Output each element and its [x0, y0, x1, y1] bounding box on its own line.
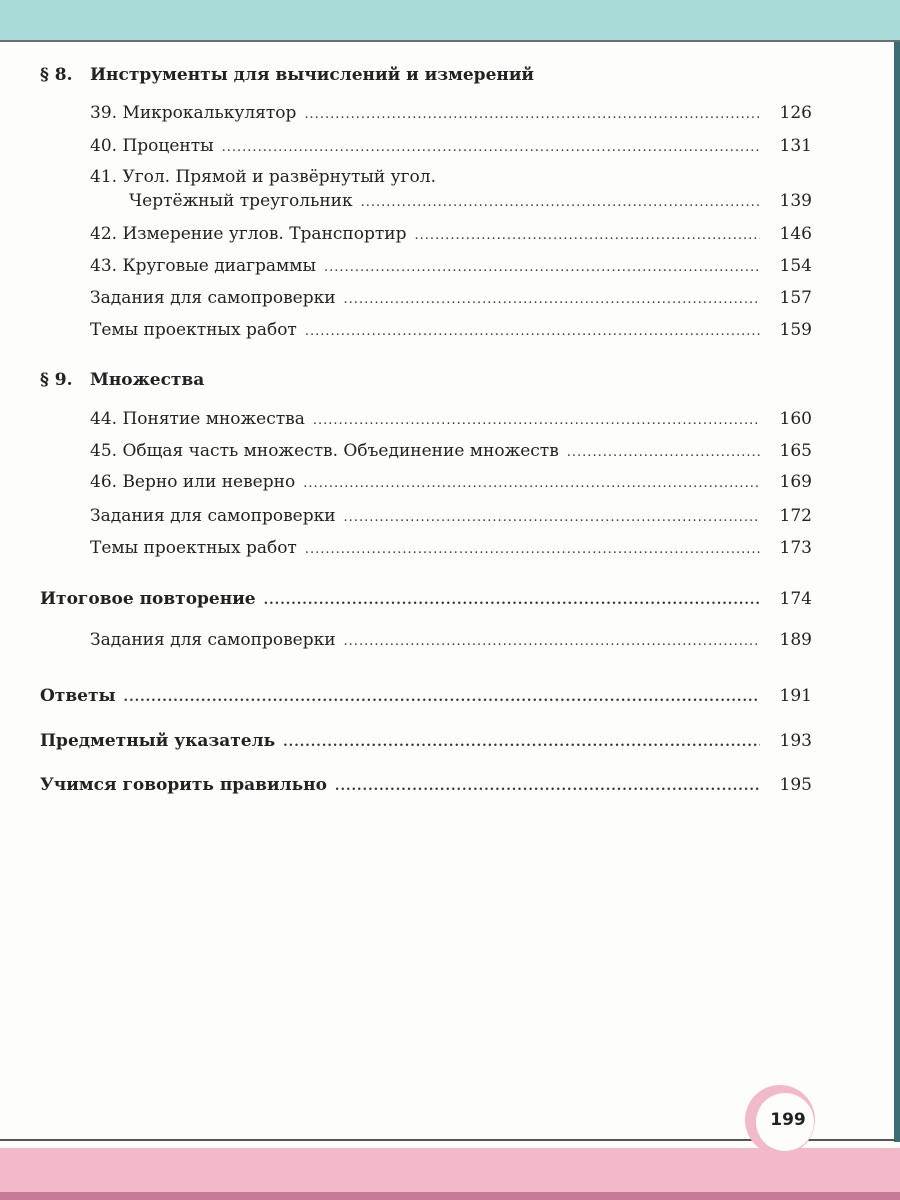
page-ref: 169 [779, 472, 812, 492]
toc-entry[interactable]: 42. Измерение углов. Транспортир ..... 146 [0, 223, 812, 247]
page-ref: 193 [779, 731, 812, 751]
page-ref: 173 [779, 538, 812, 558]
page-ref: 172 [779, 506, 812, 526]
bottom-divider-left [0, 1139, 755, 1141]
toc-answers[interactable]: Ответы ..... 191 [0, 685, 812, 709]
section-number: § 9. [40, 370, 73, 390]
section-title: Множества [90, 370, 205, 390]
toc-entry[interactable]: 43. Круговые диаграммы ..... 154 [0, 255, 812, 279]
toc-entry[interactable]: Задания для самопроверки ..... 172 [0, 505, 812, 529]
dot-leader [304, 104, 760, 126]
dot-leader [303, 473, 760, 495]
top-color-band [0, 0, 900, 40]
dot-leader [335, 776, 760, 798]
dot-leader [344, 289, 760, 311]
bottom-edge-strip [0, 1192, 900, 1200]
dot-leader [344, 631, 760, 653]
page-ref: 154 [779, 256, 812, 276]
toc-entry[interactable]: 39. Микрокалькулятор ..... 126 [0, 102, 812, 126]
toc-entry[interactable]: 46. Верно или неверно ..... 169 [0, 471, 812, 495]
dot-leader [361, 192, 760, 214]
page-ref: 159 [779, 320, 812, 340]
page-ref: 160 [779, 409, 812, 429]
page-ref: 139 [779, 191, 812, 211]
bottom-color-band [0, 1148, 900, 1192]
page-ref: 165 [779, 441, 812, 461]
section-number: § 8. [40, 65, 73, 85]
toc-entry[interactable]: 44. Понятие множества ..... 160 [0, 408, 812, 432]
toc-entry-line1[interactable]: 41. Угол. Прямой и развёрнутый угол. [90, 167, 436, 187]
page-ref: 131 [779, 136, 812, 156]
page-ref: 195 [779, 775, 812, 795]
section-title: Инструменты для вычислений и измерений [90, 65, 535, 85]
dot-leader [305, 539, 760, 561]
page-number: 199 [770, 1110, 806, 1130]
dot-leader [313, 410, 760, 432]
page-ref: 146 [779, 224, 812, 244]
dot-leader [305, 321, 760, 343]
page-edge-strip [894, 42, 900, 1142]
page-ref: 157 [779, 288, 812, 308]
toc-entry[interactable]: Темы проектных работ ..... 159 [0, 319, 812, 343]
dot-leader [567, 442, 760, 464]
dot-leader [344, 507, 760, 529]
dot-leader [283, 732, 760, 754]
section-heading-8 [40, 64, 534, 86]
toc-final-review[interactable]: Итоговое повторение ..... 174 [0, 588, 812, 612]
dot-leader [264, 590, 760, 612]
dot-leader [414, 225, 760, 247]
toc-entry[interactable]: 40. Проценты ..... 131 [0, 135, 812, 159]
toc-subject-index[interactable]: Предметный указатель ..... 193 [0, 730, 812, 754]
section-heading-9 [40, 369, 204, 391]
page-ref: 191 [779, 686, 812, 706]
toc-speak-correctly[interactable]: Учимся говорить правильно ..... 195 [0, 774, 812, 798]
toc-entry[interactable]: Задания для самопроверки ..... 189 [0, 629, 812, 653]
toc-entry[interactable]: Темы проектных работ ..... 173 [0, 537, 812, 561]
bottom-divider-right [805, 1139, 895, 1141]
page-ref: 189 [779, 630, 812, 650]
toc-entry[interactable]: Задания для самопроверки ..... 157 [0, 287, 812, 311]
page-ref: 126 [779, 103, 812, 123]
toc-entry[interactable]: 45. Общая часть множеств. Объединение множеств ..... 165 [0, 440, 812, 464]
page-ref: 174 [779, 589, 812, 609]
toc-entry[interactable]: Чертёжный треугольник ..... 139 [0, 190, 812, 214]
top-divider [0, 40, 900, 42]
dot-leader [124, 687, 760, 709]
dot-leader [324, 257, 760, 279]
dot-leader [222, 137, 760, 159]
